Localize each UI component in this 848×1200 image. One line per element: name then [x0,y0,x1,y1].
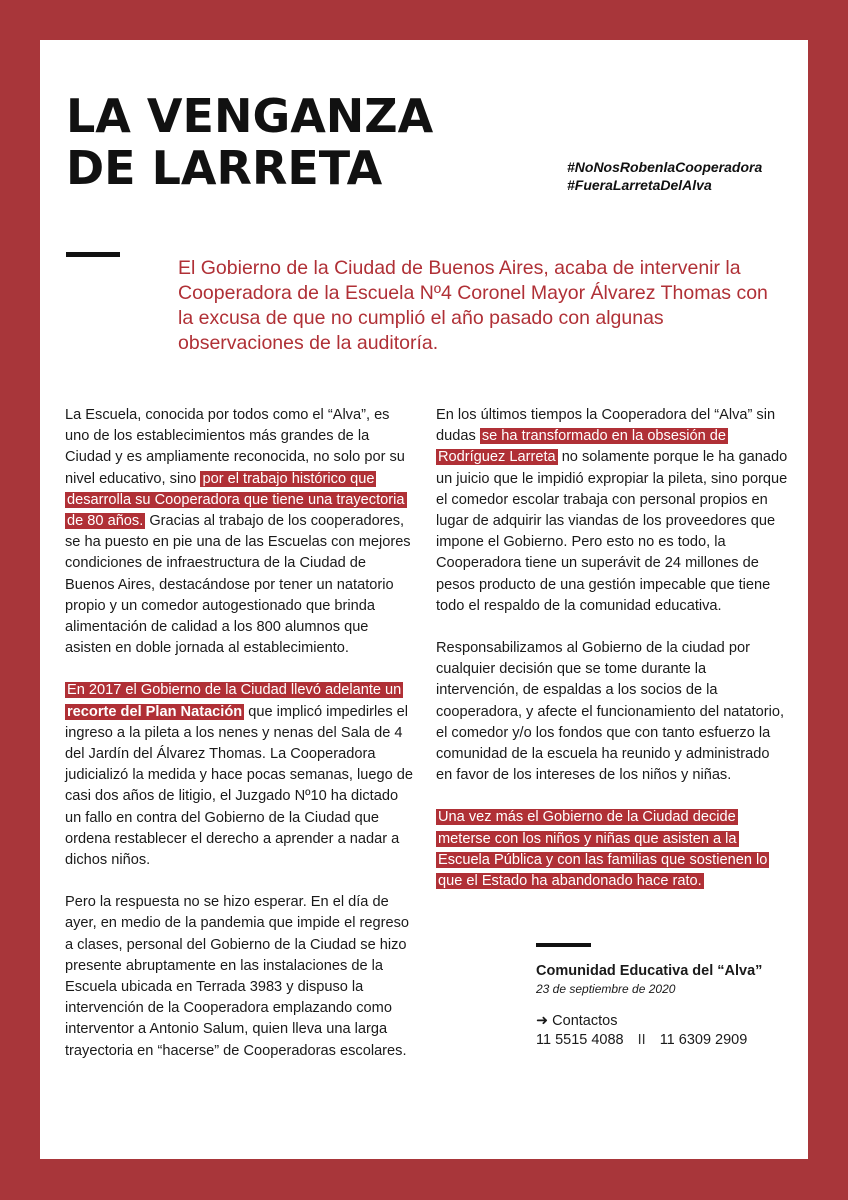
right-p3-highlight: Una vez más el Gobierno de la Ciudad decide meterse con los niños y niñas que asisten a la Escuela Pública y con las familias que sostienen lo que el Estado ha abandonado hace rato. [438,809,768,890]
left-paragraph-1 [65,405,417,659]
right-paragraph-3 [436,807,788,892]
hashtag-2: #FueraLarretaDelAlva [567,177,712,193]
left-p1-highlight: por el trabajo histórico que desarrolla su Cooperadora que tiene una trayectoria de 80 años. [67,470,405,530]
left-p2-highlight: En 2017 el Gobierno de la Ciudad llevó adelante un [67,682,402,699]
page-title [66,90,433,194]
hashtags [567,158,762,194]
right-paragraph-2: Responsabilizamos al Gobierno de la ciudad por cualquier decisión que se tome durante la intervención, de espaldas a los socios de la cooperadora, y afecte el funcionamiento del natatorio, el comedor y/o los fondos que con tanto esfuerzo la comunidad de la escuela ha reunido y administrado en favor de los intereses de los niños y niñas. [436,640,785,784]
decorative-divider [66,252,120,257]
signature-name: Comunidad Educativa del “Alva” [536,963,763,979]
right-column [436,405,788,913]
left-p2-highlight-bold: recorte del Plan Natación [67,703,243,720]
signature-divider [536,943,591,947]
phone-1[interactable]: 11 5515 4088 [536,1032,624,1048]
signature-block [536,962,796,1050]
lead-paragraph: El Gobierno de la Ciudad de Buenos Aires, acaba de intervenir la Cooperadora de la Escuela Nº4 Coronel Mayor Álvarez Thomas con la excusa de que no cumplió el año pasado con algunas observaciones de la auditoría. [178,257,768,354]
right-p1-highlight: se ha transformado en la obsesión de Rodríguez Larreta [438,428,727,466]
flyer-page [40,40,808,1159]
left-p1-text-before: La Escuela, conocida por todos como el “Alva”, es uno de los establecimientos más grandes de la Ciudad y es ampliamente reconocida, no solo por su nivel educativo, sino [65,407,405,487]
phone-2[interactable]: 11 6309 2909 [659,1032,748,1048]
signature-date: 23 de septiembre de 2020 [536,982,676,996]
left-paragraph-3: Pero la respuesta no se hizo esperar. En el día de ayer, en medio de la pandemia que impide el regreso a clases, personal del Gobierno de la Ciudad se hizo presente abruptamente en las instalaciones de la Escuela ubicada en Terrada 3983 y dispuso la intervención de la Cooperadora emplazando como interventor a Antonio Salum, quien lleva una larga trayectoria en “hacerse” de Cooperadoras escolares. [65,894,409,1059]
right-p1-text-before: En los últimos tiempos la Cooperadora del “Alva” sin dudas [436,407,776,445]
left-p1-text-after: Gracias al trabajo de los cooperadores, se ha puesto en pie una de las Escuelas con mejores condiciones de infraestructura de la Ciudad de Buenos Aires, destacándose por tener un natatorio propio y un comedor autogestionado que brinda alimentación de calidad a los 800 alumnos que asisten en doble jornada al establecimiento. [65,513,411,657]
contacts-label: ➜ Contactos [536,1013,618,1029]
contact-phones [536,1031,796,1050]
left-paragraph-2 [65,680,417,871]
left-p2-text-after: que implicó impedirles el ingreso a la pileta a los nenes y nenas del Sala de 4 del Jardín del Álvarez Thomas. La Cooperadora judicializó la medida y hace pocas semanas, luego de casi dos años de litigio, el Juzgado Nº10 ha dictado un fallo en contra del Gobierno de la Ciudad que ordena restablecer el derecho a aprender a nadar a dichos niños. [65,703,414,869]
right-paragraph-1 [436,405,788,617]
left-column [65,405,417,1083]
title-line-1: LA VENGANZA [66,89,434,143]
phone-separator: II [637,1032,646,1048]
title-line-2: DE LARRETA [66,141,383,195]
hashtag-1: #NoNosRobenlaCooperadora [567,159,763,175]
right-p1-text-after: no solamente porque le ha ganado un juicio que le impidió expropiar la pileta, sino porque el comedor escolar trabaja con personal propios en lugar de adquirir las viandas de los proveedores que impone el Gobierno. Pero esto no es todo, la Cooperadora tiene un superávit de 24 millones de pesos producto de una gestión impecable que tiene todo el respaldo de la comunidad educativa. [436,449,788,614]
